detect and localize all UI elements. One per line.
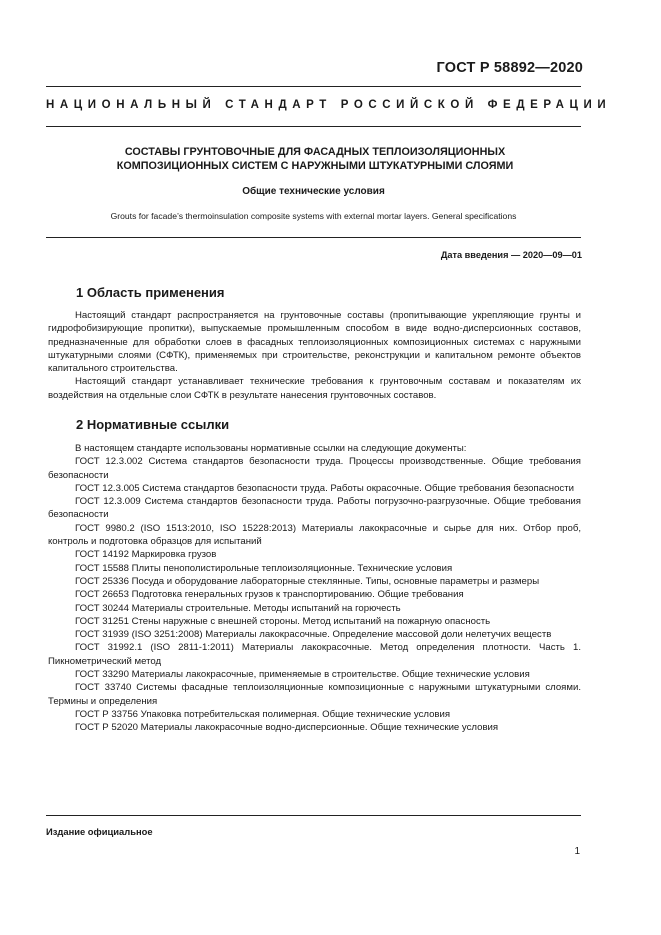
page-number: 1	[574, 846, 580, 857]
reference-item: ГОСТ 30244 Материалы строительные. Методы испытаний на горючесть	[75, 602, 401, 614]
reference-item: ГОСТ 15588 Плиты пенополистирольные теплоизоляционные. Технические условия	[75, 562, 453, 574]
reference-item: ГОСТ 25336 Посуда и оборудование лабораторные стеклянные. Типы, основные параметры и размеры	[75, 575, 540, 587]
document-title	[60, 145, 570, 173]
title-rule	[46, 237, 581, 238]
reference-item: ГОСТ 31251 Стены наружные с внешней стороны. Метод испытаний на пожарную опасность	[75, 615, 491, 627]
reference-item: ГОСТ 12.3.002 Система стандартов безопасности труда. Процессы производственные. Общие требования безопасности	[48, 456, 581, 481]
english-title: Grouts for facade’s thermoinsulation composite systems with external mortar layers. General specifications	[110, 211, 517, 221]
national-standard-banner: НАЦИОНАЛЬНЫЙ СТАНДАРТ РОССИЙСКОЙ ФЕДЕРАЦИИ	[46, 99, 612, 111]
reference-item: ГОСТ 26653 Подготовка генеральных грузов к транспортированию. Общие требования	[75, 589, 464, 601]
introduction-date: Дата введения — 2020—09—01	[440, 250, 582, 260]
reference-item: ГОСТ 33290 Материалы лакокрасочные, применяемые в строительстве. Общие технические условия	[75, 669, 530, 681]
reference-item: ГОСТ 9980.2 (ISO 1513:2010, ISO 15228:2013) Материалы лакокрасочные и сырье для них. Отбор проб, контроль и подготовка образцов для испытаний	[48, 522, 581, 548]
paragraph: Настоящий стандарт устанавливает технические требования к грунтовочным составам и показателям их воздействия на отдельные слои СФТК в результате нанесения грунтовочных составов.	[48, 376, 581, 401]
section-2-heading: 2 Нормативные ссылки	[76, 417, 230, 432]
paragraph: Настоящий стандарт распространяется на грунтовочные составы (пропитывающие укрепляющие грунты и гидрофобизирующие пропитки), выпускаемые промышленным способом в виде водно-дисперсионных составов, предназначенные для обработки слоев в фасадных теплоизоляционных композиционных системах с наружными штукатурными слоями (СФТК), применяемых при строительстве, реконструкции и капитальном ремонте объектов капитального строительства.	[48, 310, 581, 375]
title-line-2: КОМПОЗИЦИОННЫХ СИСТЕМ С НАРУЖНЫМИ ШТУКАТУРНЫМИ СЛОЯМИ	[116, 160, 514, 172]
document-subtitle: Общие технические условия	[242, 186, 385, 197]
official-edition-label: Издание официальное	[46, 826, 153, 837]
references-intro: В настоящем стандарте использованы нормативные ссылки на следующие документы:	[75, 443, 467, 454]
reference-item: ГОСТ 12.3.009 Система стандартов безопасности труда. Работы погрузочно-разгрузочные. Общие требования безопасности	[48, 496, 581, 521]
reference-item: ГОСТ 12.3.005 Система стандартов безопасности труда. Работы окрасочные. Общие требования безопасности	[75, 482, 574, 494]
reference-item: ГОСТ 31992.1 (ISO 2811-1:2011) Материалы лакокрасочные. Метод определения плотности. Часть 1. Пикнометрический метод	[48, 642, 581, 667]
section-2-body	[48, 442, 581, 735]
reference-item: ГОСТ Р 33756 Упаковка потребительская полимерная. Общие технические условия	[75, 708, 451, 720]
section-1-body	[48, 309, 581, 402]
header-rule	[46, 86, 581, 87]
reference-item: ГОСТ 14192 Маркировка грузов	[75, 549, 217, 561]
footer-rule	[46, 815, 581, 816]
title-line-1: СОСТАВЫ ГРУНТОВОЧНЫЕ ДЛЯ ФАСАДНЫХ ТЕПЛОИЗОЛЯЦИОННЫХ	[124, 146, 506, 158]
document-code: ГОСТ Р 58892—2020	[436, 60, 583, 76]
reference-item: ГОСТ Р 52020 Материалы лакокрасочные водно-дисперсионные. Общие технические условия	[75, 722, 499, 734]
reference-item: ГОСТ 33740 Системы фасадные теплоизоляционные композиционные с наружными штукатурными слоями. Термины и определения	[48, 682, 581, 707]
reference-item: ГОСТ 31939 (ISO 3251:2008) Материалы лакокрасочные. Определение массовой доли нелетучих веществ	[75, 629, 552, 641]
banner-rule	[46, 126, 581, 127]
section-1-heading: 1 Область применения	[76, 285, 225, 300]
